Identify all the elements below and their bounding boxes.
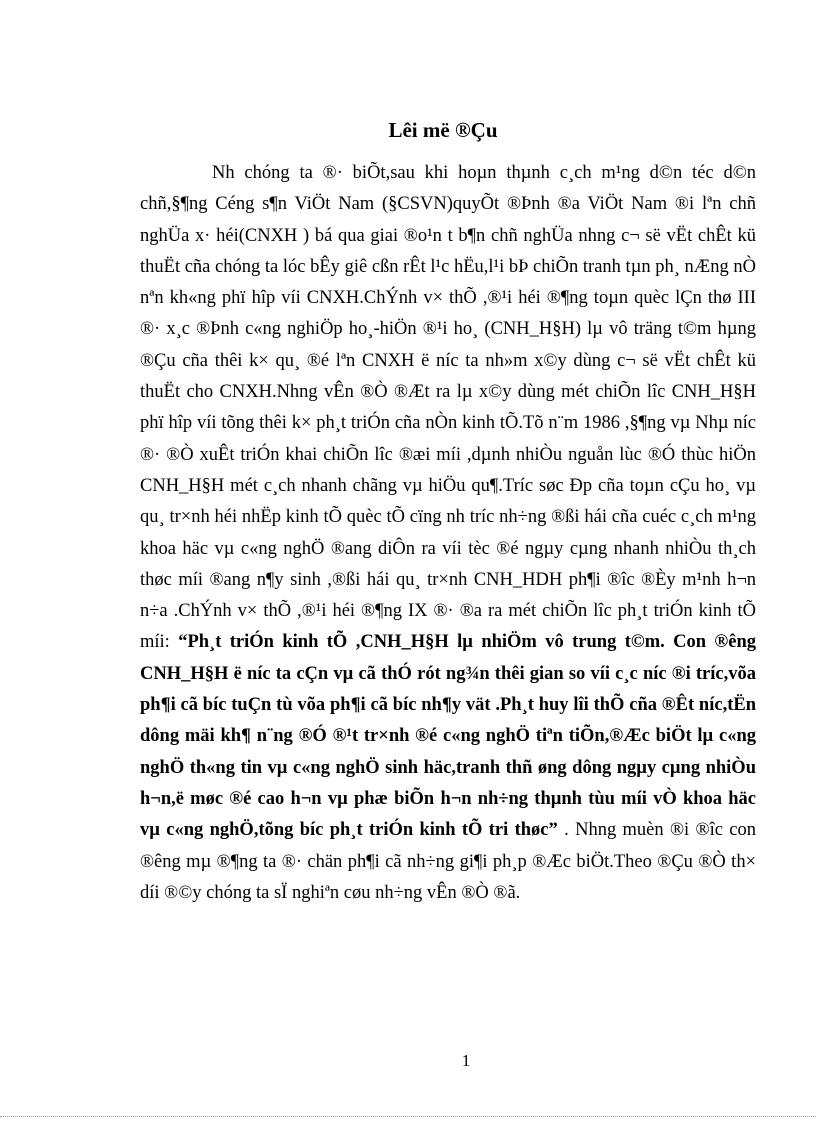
page-bottom-divider bbox=[0, 1116, 816, 1117]
body-paragraph bbox=[140, 158, 756, 909]
paragraph-quote-text: “Ph¸t triÓn kinh tÕ ,CNH_H§H lµ nhiÖm vô trung t©m. Con ®êng CNH_H§H ë níc ta cÇn vµ cã thÓ rót ng¾n thêi gian so víi c¸c níc ®i tríc,võa ph¶i cã bíc tuÇn tù võa ph¶i cã bíc nh¶y vät .Ph¸t huy lîi thÕ cña ®Êt níc,tËn dông mäi kh¶ n¨ng ®Ó ®¹t tr×nh ®é c«ng nghÖ tiªn tiÕn,®Æc biÖt lµ c«ng nghÖ th«ng tin vµ c«ng nghÖ sinh häc,tranh thñ øng dông ngµy cµng nhiÒu h¬n,ë møc ®é cao h¬n vµ phæ biÕn h¬n nh÷ng thµnh tùu míi vÒ khoa häc vµ c«ng nghÖ,tõng bíc ph¸t triÓn kinh tÕ tri thøc” bbox=[140, 632, 756, 841]
paragraph-closing-text: . Nhng muèn ®i ®îc con ®êng mµ ®¶ng ta ®· chän ph¶i cã nh÷ng gi¶i ph¸p ®Æc biÖt.Theo ®Çu ®Ò th× díi ®©y chóng ta sÏ nghiªn cøu nh÷ng vÊn ®Ò ®ã. bbox=[140, 820, 756, 903]
page-title: Lêi më ®Çu bbox=[388, 118, 498, 142]
page-number: 1 bbox=[461, 1051, 471, 1070]
paragraph-intro-text: Nh chóng ta ®· biÕt,sau khi hoµn thµnh c¸ch m¹ng d©n téc d©n chñ,§¶ng Céng s¶n ViÖt Nam (§CSVN)quyÕt ®Þnh ®a ViÖt Nam ®i lªn chñ nghÜa x· héi(CNXH ) bá qua giai ®o¹n t b¶n chñ nghÜa nhng c¬ së vËt chÊt kü thuËt cña chóng ta lóc bÊy giê cßn rÊt l¹c hËu,l¹i bÞ chiÕn tranh tµn ph¸ nÆng nÒ nªn kh«ng phï hîp víi CNXH.ChÝnh v× thÕ ,®¹i héi ®¶ng toµn quèc lÇn thø III ®· x¸c ®Þnh c«ng nghiÖp ho¸-hiÖn ®¹i ho¸ (CNH_H§H) lµ vô träng t©m hµng ®Çu cña thêi k× qu¸ ®é lªn CNXH ë níc ta nh»m x©y dùng c¬ së vËt chÊt kü thuËt cho CNXH.Nhng vÊn ®Ò ®Æt ra lµ x©y dùng mét chiÕn lîc CNH_H§H phï hîp víi tõng thêi k× ph¸t triÓn cña nÒn kinh tÕ.Tõ n¨m 1986 ,§¶ng vµ Nhµ níc ®· ®Ò xuÊt triÓn khai chiÕn lîc ®æi míi ,dµnh nhiÒu nguån lùc ®Ó thùc hiÖn CNH_H§H mét c¸ch nhanh chãng vµ hiÖu qu¶.Tríc søc Ðp cña toµn cÇu ho¸ vµ qu¸ tr×nh héi nhËp kinh tÕ quèc tÕ cïng nh tríc nh÷ng ®ßi hái cña cuéc c¸ch m¹ng khoa häc vµ c«ng nghÖ ®ang diÔn ra víi tèc ®é ngµy cµng nhanh nhiÒu th¸ch thøc míi ®ang n¶y sinh ,®ßi hái qu¸ tr×nh CNH_HDH ph¶i ®îc ®Èy m¹nh h¬n n÷a .ChÝnh v× thÕ ,®¹i héi ®¶ng IX ®· ®a ra mét chiÕn lîc ph¸t triÓn kinh tÕ míi: bbox=[140, 163, 756, 653]
